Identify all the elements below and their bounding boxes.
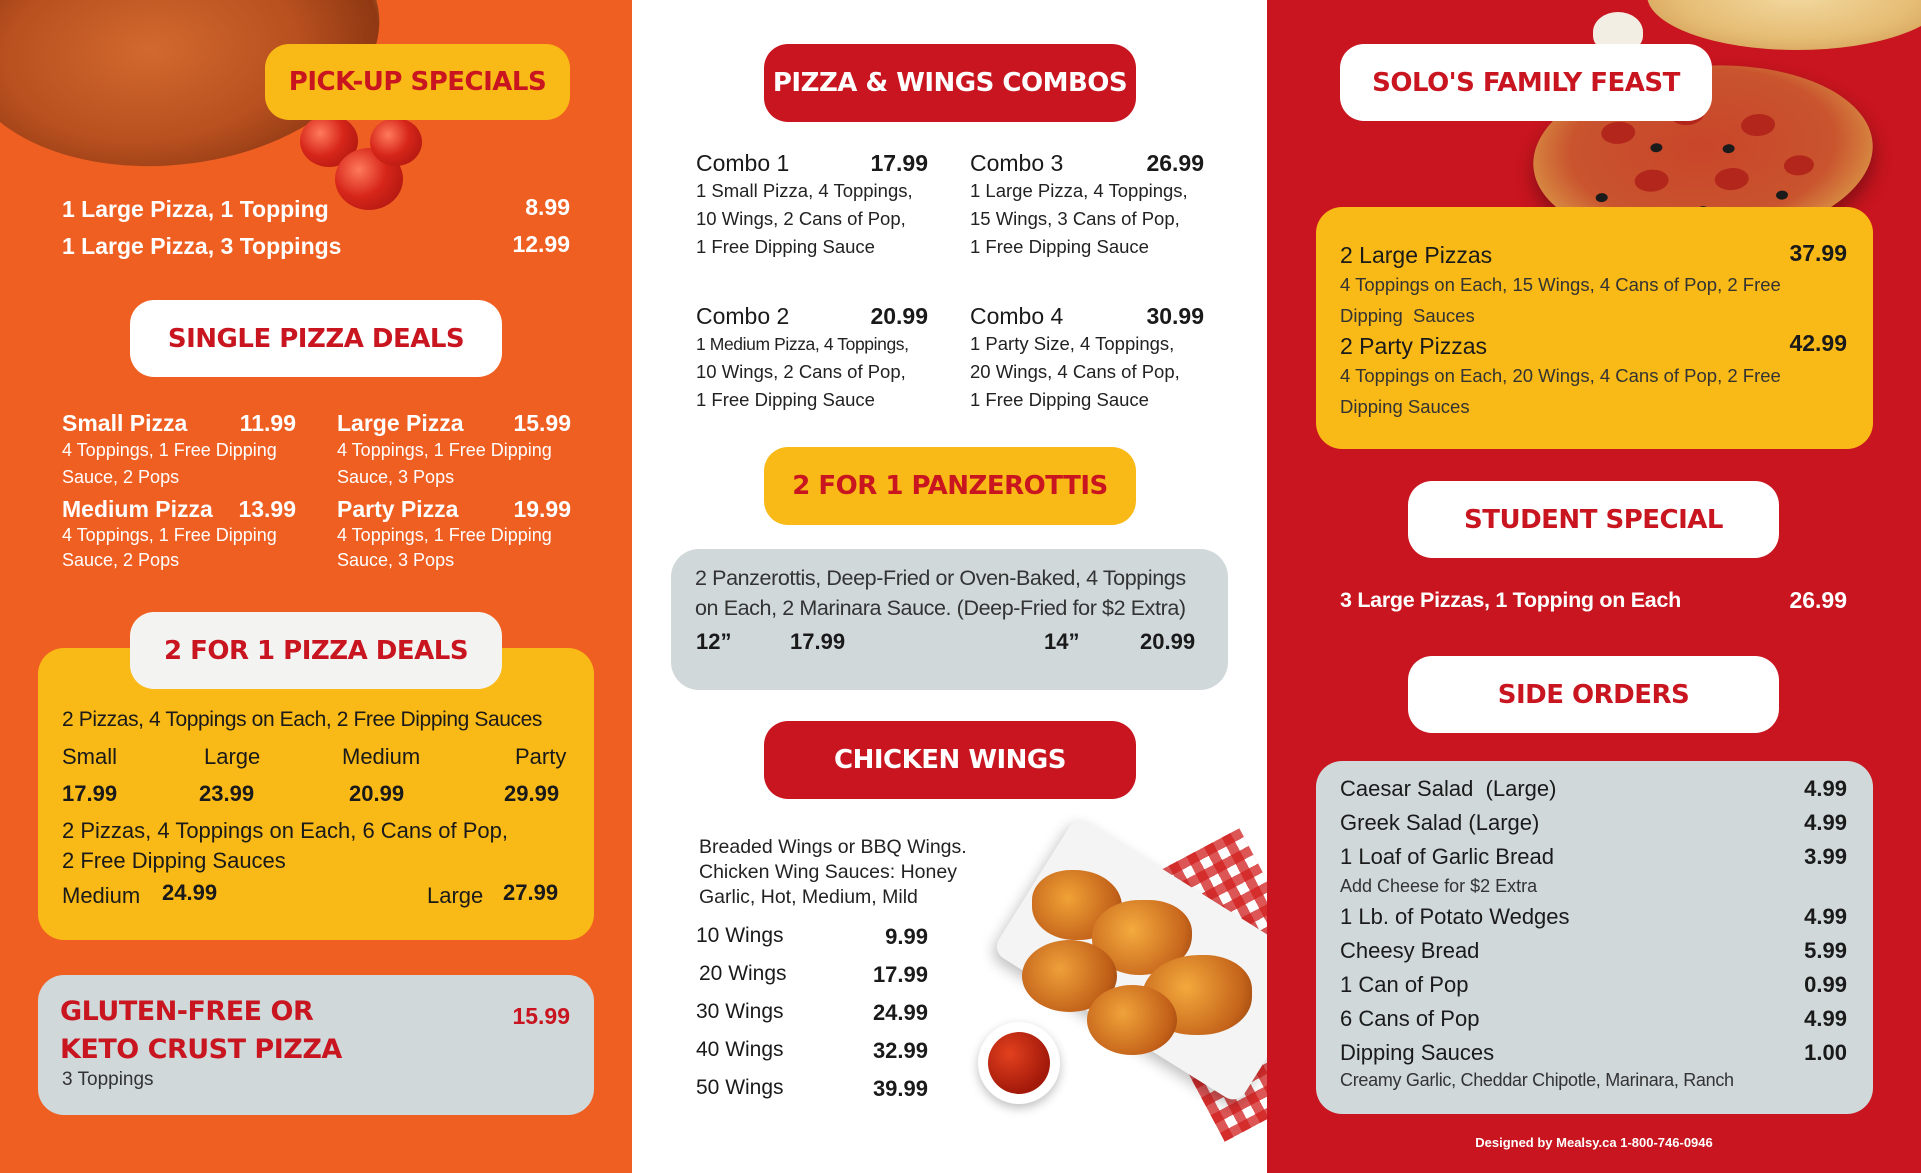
combo-name: Combo 1 [696,150,790,176]
panzerottis-line: on Each, 2 Marinara Sauce. (Deep-Fried for $2 Extra) [695,596,1186,620]
side-order-row [1340,776,1847,810]
side-order-price: 0.99 [1804,972,1847,997]
combo-price: 26.99 [1146,150,1204,176]
wings-price: 17.99 [872,962,928,987]
pickup-item-price: 12.99 [512,231,570,257]
side-order-name: 1 Can of Pop [1340,972,1469,997]
wings-name: 30 Wings [696,1000,784,1023]
combos-heading: PIZZA & WINGS COMBOS [764,44,1136,122]
two-for-one-line1: 2 Pizzas, 4 Toppings on Each, 2 Free Dipping Sauces [62,708,543,731]
single-deal-large [337,410,571,491]
two-for-one-line2: 2 Free Dipping Sauces [62,848,286,873]
deal-description: 4 Toppings, 1 Free Dipping Sauce, 2 Pops [62,525,277,570]
combo-line: 1 Large Pizza, 4 Toppings, [970,180,1188,201]
side-order-note: Creamy Garlic, Cheddar Chipotle, Marinara, Ranch [1340,1070,1734,1090]
deal-price: 15.99 [513,410,571,436]
side-order-row [1340,972,1847,1006]
pickup-specials-heading: PICK-UP SPECIALS [265,44,570,120]
side-order-price: 3.99 [1804,844,1847,869]
wings-row [696,1000,928,1038]
wings-name: 10 Wings [696,924,784,947]
side-order-price: 4.99 [1804,776,1847,801]
side-order-name: Greek Salad (Large) [1340,810,1540,835]
feast-item-desc: 4 Toppings on Each, 15 Wings, 4 Cans of Pop, 2 Free [1340,274,1781,295]
wings-intro-line: Breaded Wings or BBQ Wings. [699,836,967,858]
wings-intro [699,835,967,910]
deal-price: 13.99 [238,496,296,522]
wings-row [696,924,928,962]
side-order-name: 1 Lb. of Potato Wedges [1340,904,1570,929]
wings-name: 50 Wings [696,1076,784,1099]
left-menu-panel [0,0,632,1173]
pizza-image [1647,0,1921,50]
medium-price: 24.99 [162,880,218,905]
large-label: Large [427,883,484,908]
single-deal-party [337,496,571,573]
side-order-price: 4.99 [1804,810,1847,835]
wings-name: 40 Wings [696,1038,784,1061]
combo-line: 1 Small Pizza, 4 Toppings, [696,180,913,201]
feast-item-desc: 4 Toppings on Each, 20 Wings, 4 Cans of Pop, 2 Free [1340,365,1781,386]
side-order-price: 4.99 [1804,1006,1847,1031]
deal-description: 4 Toppings, 1 Free Dipping Sauce, 3 Pops [337,440,552,487]
single-deal-medium [62,496,296,573]
wings-price: 32.99 [872,1038,928,1063]
medium-label: Medium [62,883,141,908]
deal-price: 19.99 [513,496,571,522]
combo-line: 10 Wings, 2 Cans of Pop, [696,208,906,229]
size-label: Medium [342,744,421,769]
pickup-item-price: 8.99 [525,194,570,220]
wings-name: 20 Wings [699,962,787,985]
side-orders-list [1340,776,1847,1091]
ketchup-dip-image [978,1022,1060,1104]
panzerottis-size: 14” [1044,629,1080,654]
panzerottis-price: 17.99 [790,629,846,654]
wings-price: 39.99 [872,1076,928,1101]
panzerottis-price: 20.99 [1140,629,1196,654]
single-deal-small [62,410,296,491]
side-order-name: Dipping Sauces [1340,1040,1495,1065]
feast-item-price: 42.99 [1789,330,1847,356]
student-special-name: 3 Large Pizzas, 1 Topping on Each [1340,588,1681,612]
panzerottis-heading: 2 FOR 1 PANZEROTTIS [764,447,1136,525]
side-order-row [1340,844,1847,876]
right-menu-panel [1267,0,1921,1173]
side-order-name: 1 Loaf of Garlic Bread [1340,844,1555,869]
deal-description: 4 Toppings, 1 Free Dipping Sauce, 3 Pops [337,525,552,570]
wings-price: 24.99 [872,1000,928,1025]
deal-name: Medium Pizza [62,496,213,522]
gluten-free-description: 3 Toppings [62,1069,154,1090]
size-label: Large [204,744,261,769]
combo-item [970,303,1204,414]
student-special-price: 26.99 [1789,587,1847,613]
combo-line: 10 Wings, 2 Cans of Pop, [696,361,906,382]
deal-description: 4 Toppings, 1 Free Dipping Sauce, 2 Pops [62,440,277,487]
panzerottis-size: 12” [696,629,732,654]
combo-line: 1 Free Dipping Sauce [970,236,1149,257]
side-order-row [1340,810,1847,844]
combo-name: Combo 3 [970,150,1064,176]
side-order-row [1340,1006,1847,1040]
combo-line: 1 Medium Pizza, 4 Toppings, [696,334,909,354]
side-order-name: Caesar Salad (Large) [1340,776,1557,801]
side-order-price: 1.00 [1804,1040,1847,1065]
gluten-free-title: GLUTEN-FREE OR [60,996,314,1027]
combo-item [696,303,928,414]
deal-name: Small Pizza [62,410,188,436]
wings-row [696,962,928,1000]
combo-name: Combo 2 [696,303,790,329]
deal-name: Party Pizza [337,496,459,522]
size-label: Party [515,744,567,769]
combo-line: 1 Party Size, 4 Toppings, [970,333,1175,354]
two-for-one-line2: 2 Pizzas, 4 Toppings on Each, 6 Cans of Pop, [62,818,508,843]
combo-line: 1 Free Dipping Sauce [696,389,875,410]
combo-item [970,150,1204,261]
middle-menu-panel [632,0,1267,1173]
gluten-free-title: KETO CRUST PIZZA [60,1034,342,1065]
wings-row [696,1076,928,1114]
feast-item-price: 37.99 [1789,240,1847,266]
feast-item-name: 2 Large Pizzas [1340,242,1493,268]
size-price: 20.99 [349,781,405,806]
chicken-wings-heading: CHICKEN WINGS [764,721,1136,799]
single-pizza-deals-heading: SINGLE PIZZA DEALS [130,300,502,377]
student-special-heading: STUDENT SPECIAL [1408,481,1779,558]
size-price: 23.99 [199,781,255,806]
feast-item-desc: Dipping Sauces [1340,305,1475,326]
side-order-name: Cheesy Bread [1340,938,1480,963]
large-price: 27.99 [503,880,559,905]
feast-item-desc: Dipping Sauces [1340,396,1470,417]
side-orders-heading: SIDE ORDERS [1408,656,1779,733]
side-order-note: Add Cheese for $2 Extra [1340,876,1538,896]
gluten-free-price: 15.99 [512,1003,570,1029]
footer-credit: Designed by Mealsy.ca 1-800-746-0946 [1475,1135,1713,1150]
pickup-item-name: 1 Large Pizza, 3 Toppings [62,233,342,259]
side-order-row [1340,1040,1847,1070]
wings-intro-line: Chicken Wing Sauces: Honey [699,861,957,883]
combo-line: 15 Wings, 3 Cans of Pop, [970,208,1180,229]
wings-price: 9.99 [885,924,928,949]
wings-list [696,924,928,1114]
combo-line: 1 Free Dipping Sauce [696,236,875,257]
side-order-row [1340,904,1847,938]
panzerottis-line: 2 Panzerottis, Deep-Fried or Oven-Baked, 4 Toppings [695,566,1186,590]
side-order-row [1340,938,1847,972]
combo-name: Combo 4 [970,303,1064,329]
size-price: 17.99 [62,781,118,806]
pickup-item-name: 1 Large Pizza, 1 Topping [62,196,329,222]
size-label: Small [62,744,118,769]
combo-price: 20.99 [870,303,928,329]
wings-row [696,1038,928,1076]
wings-intro-line: Garlic, Hot, Medium, Mild [699,886,918,908]
side-order-price: 4.99 [1804,904,1847,929]
combo-price: 30.99 [1146,303,1204,329]
feast-item-name: 2 Party Pizzas [1340,333,1487,359]
family-feast-heading: SOLO'S FAMILY FEAST [1340,44,1712,121]
combo-line: 1 Free Dipping Sauce [970,389,1149,410]
side-order-name: 6 Cans of Pop [1340,1006,1480,1031]
side-order-price: 5.99 [1804,938,1847,963]
size-price: 29.99 [504,781,560,806]
deal-price: 11.99 [239,410,296,436]
deal-name: Large Pizza [337,410,464,436]
combo-price: 17.99 [870,150,928,176]
combo-line: 20 Wings, 4 Cans of Pop, [970,361,1180,382]
tomato-image [370,118,422,166]
two-for-one-heading: 2 FOR 1 PIZZA DEALS [130,612,502,689]
combo-item [696,150,928,261]
